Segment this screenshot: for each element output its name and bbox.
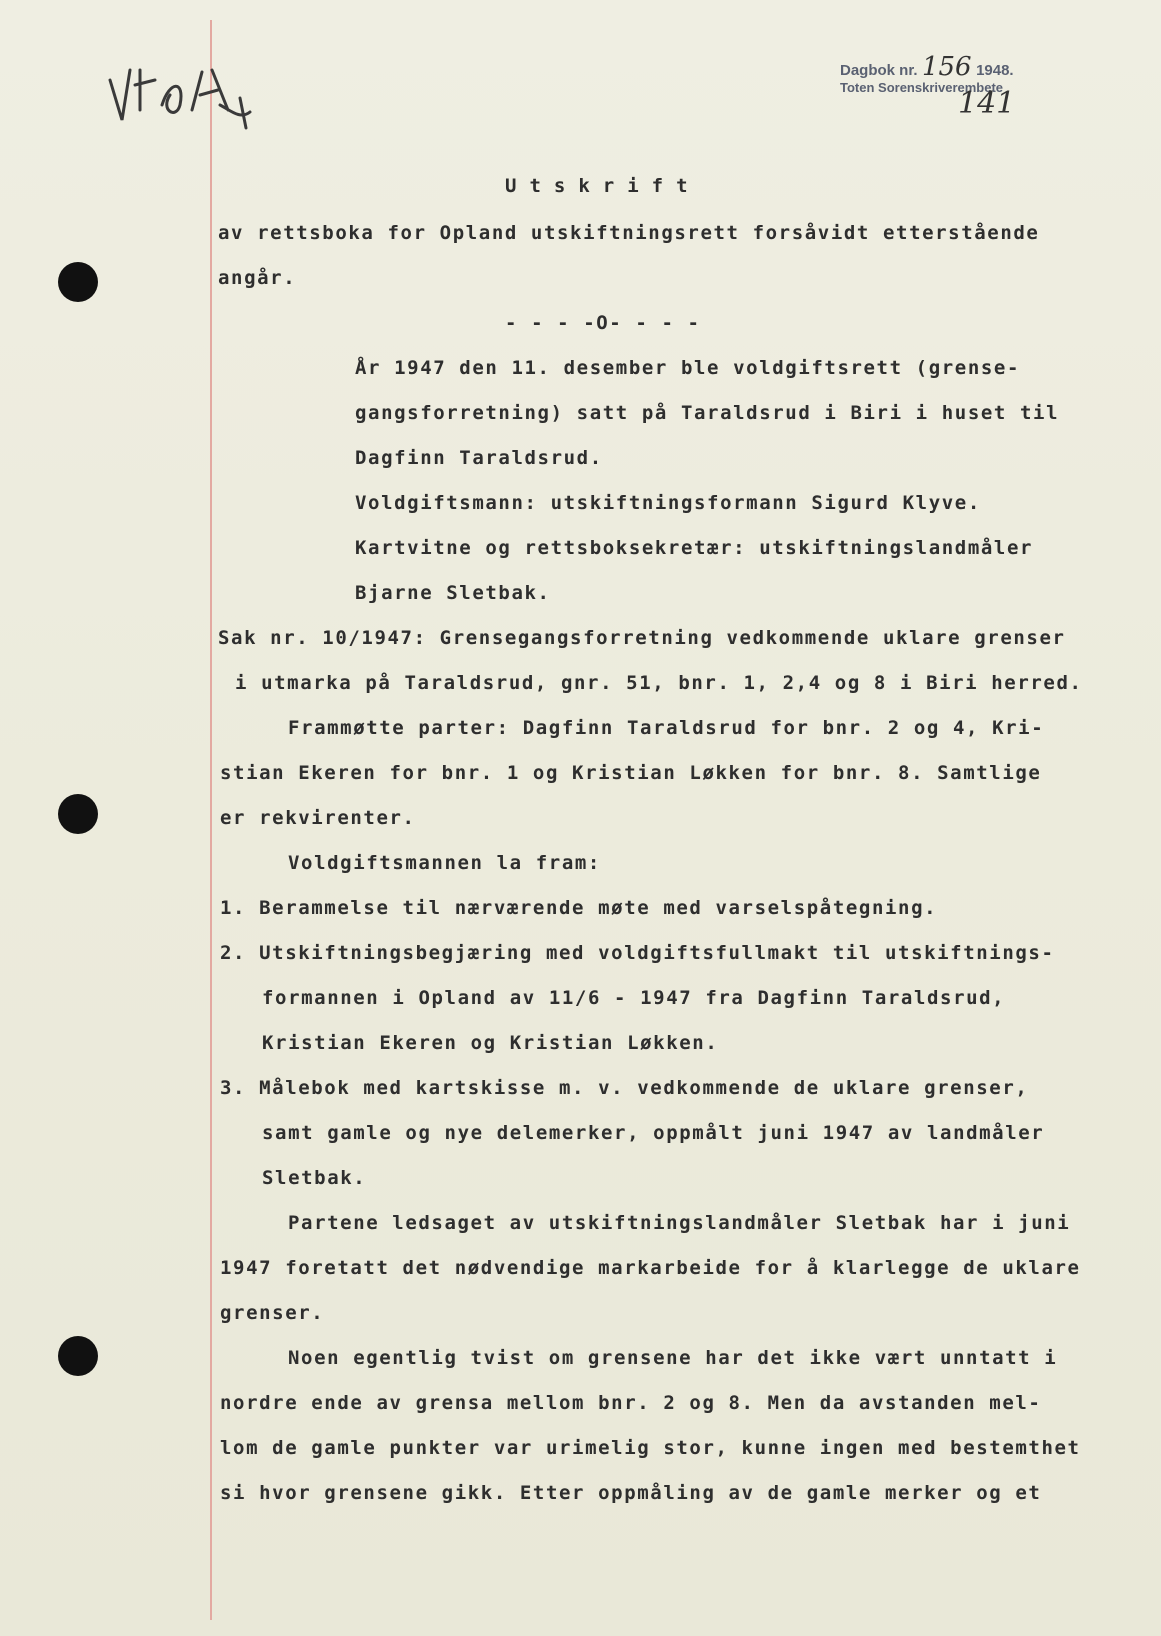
stamp-dagbok-label: Dagbok nr. (840, 62, 918, 79)
handwritten-signature (100, 50, 260, 130)
text-line: 1. Berammelse til nærværende møte med varselspåtegning. (220, 897, 938, 919)
text-line: samt gamle og nye delemerker, oppmålt juni 1947 av landmåler (262, 1122, 1045, 1144)
text-line: Partene ledsaget av utskiftningslandmåler Sletbak har i juni (288, 1212, 1071, 1234)
document-title: Utskrift (505, 175, 701, 197)
text-line: 2. Utskiftningsbegjæring med voldgiftsfullmakt til utskiftnings- (220, 942, 1055, 964)
text-line: formannen i Opland av 11/6 - 1947 fra Dagfinn Taraldsrud, (262, 987, 1006, 1009)
text-line: lom de gamle punkter var urimelig stor, kunne ingen med bestemthet (220, 1437, 1081, 1459)
stamp-dagbok-number: 156 (921, 52, 972, 82)
stamp-year: 1948. (976, 62, 1014, 79)
stamp-page-number: 141 (958, 86, 1016, 121)
text-line: Sletbak. (262, 1167, 367, 1189)
text-line: gangsforretning) satt på Taraldsrud i Biri i huset til (355, 402, 1060, 424)
diary-stamp (840, 52, 1016, 121)
separator-line: - - - -O- - - - (505, 312, 701, 334)
text-line: Bjarne Sletbak. (355, 582, 551, 604)
text-line: Noen egentlig tvist om grensene har det ikke vært unntatt i (288, 1347, 1058, 1369)
text-line: 3. Målebok med kartskisse m. v. vedkommende de uklare grenser, (220, 1077, 1029, 1099)
text-line: Voldgiftsmann: utskiftningsformann Sigurd Klyve. (355, 492, 981, 514)
punch-hole-middle (58, 794, 98, 834)
text-line: 1947 foretatt det nødvendige markarbeide for å klarlegge de uklare (220, 1257, 1081, 1279)
text-line: nordre ende av grensa mellom bnr. 2 og 8. Men da avstanden mel- (220, 1392, 1042, 1414)
punch-hole-top (58, 262, 98, 302)
text-line: Dagfinn Taraldsrud. (355, 447, 603, 469)
text-line: Kristian Ekeren og Kristian Løkken. (262, 1032, 719, 1054)
text-line: Kartvitne og rettsboksekretær: utskiftningslandmåler (355, 537, 1034, 559)
text-line: i utmarka på Taraldsrud, gnr. 51, bnr. 1, 2,4 og 8 i Biri herred. (235, 672, 1083, 694)
text-line: År 1947 den 11. desember ble voldgiftsrett (grense- (355, 357, 1020, 379)
text-line: av rettsboka for Opland utskiftningsrett forsåvidt etterstående (218, 222, 1040, 244)
text-line: stian Ekeren for bnr. 1 og Kristian Løkken for bnr. 8. Samtlige (220, 762, 1042, 784)
text-line: Sak nr. 10/1947: Grensegangsforretning vedkommende uklare grenser (218, 627, 1066, 649)
text-line: er rekvirenter. (220, 807, 416, 829)
margin-line (210, 20, 212, 1620)
text-line: si hvor grensene gikk. Etter oppmåling av de gamle merker og et (220, 1482, 1042, 1504)
text-line: Frammøtte parter: Dagfinn Taraldsrud for bnr. 2 og 4, Kri- (288, 717, 1045, 739)
text-line: angår. (218, 267, 297, 289)
text-line: grenser. (220, 1302, 325, 1324)
text-line: Voldgiftsmannen la fram: (288, 852, 601, 874)
punch-hole-bottom (58, 1336, 98, 1376)
stamp-office: Toten Sorenskriverembete (840, 80, 1004, 95)
